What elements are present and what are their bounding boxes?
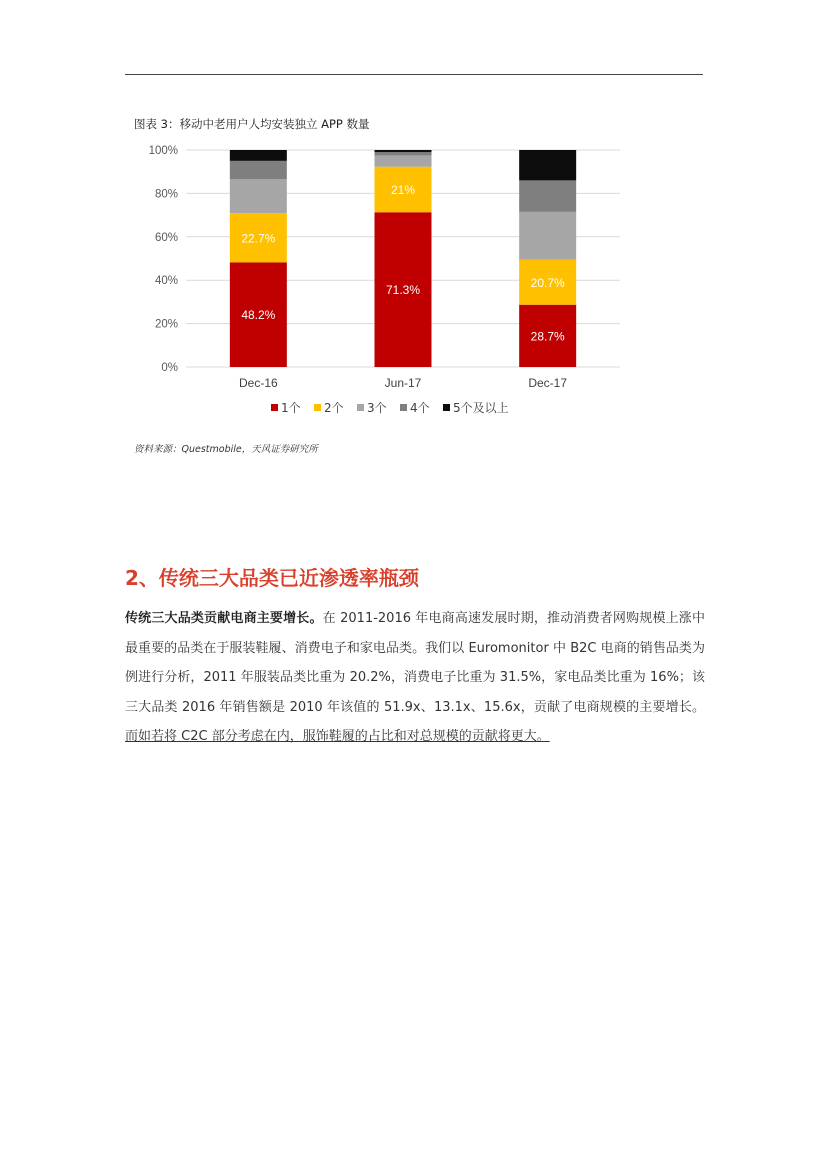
y-tick-label: 0% xyxy=(161,362,178,374)
body-paragraph xyxy=(125,604,705,752)
figure-chart xyxy=(128,108,628,460)
y-tick-label: 40% xyxy=(154,275,178,288)
bar-segment xyxy=(230,150,287,161)
x-tick-label: Jun-17 xyxy=(384,376,422,390)
y-tick-label: 20% xyxy=(154,318,178,331)
data-label: 71.3% xyxy=(385,283,421,298)
y-tick-label: 60% xyxy=(154,231,178,244)
bar-segment xyxy=(519,212,576,260)
legend-swatch xyxy=(314,404,321,411)
data-label: 48.2% xyxy=(241,308,276,323)
x-tick-label: Dec-17 xyxy=(528,376,568,390)
y-tick-label: 100% xyxy=(148,145,178,157)
paragraph-underlined: 而如若将 C2C 部分考虑在内，服饰鞋履的占比和对总规模的贡献将更大。 xyxy=(125,729,550,745)
bar-segment xyxy=(375,150,432,152)
header-rule xyxy=(125,74,703,75)
legend-swatch xyxy=(400,404,407,411)
legend-label: 2个 xyxy=(324,401,344,415)
bar-segment xyxy=(519,180,576,211)
data-label: 20.7% xyxy=(530,275,565,290)
paragraph-lead: 传统三大品类贡献电商主要增长。 xyxy=(125,611,323,626)
legend-swatch xyxy=(271,404,278,411)
bar-segment xyxy=(519,150,576,180)
x-tick-label: Dec-16 xyxy=(238,376,278,390)
legend-swatch xyxy=(357,404,364,411)
data-label: 21% xyxy=(390,182,416,197)
y-tick-label: 80% xyxy=(154,188,178,201)
data-label: 28.7% xyxy=(530,329,565,344)
legend-swatch xyxy=(443,404,450,411)
bar-segment xyxy=(375,155,432,166)
bar-segment xyxy=(230,179,287,213)
bar-segment xyxy=(230,161,287,179)
legend-label: 3个 xyxy=(367,401,387,415)
paragraph-body: 在 2011-2016 年电商高速发展时期，推动消费者网购规模上涨中最重要的品类在于服装鞋履、消费电子和家电品类。我们以 Euromonitor 中 B2C 电商的销售品类为例进行分析，2011 年服装品类比重为 20.2%，消费电子比重为 31.5%，家电品类比重为 16%；该三大品类 2016 年销售额是 2010 年该值的 51.9x、13.1x、15.6x，贡献了电商规模的主要增长。 xyxy=(125,611,705,715)
section-title: 2、传统三大品类已近渗透率瓶颈 xyxy=(125,566,419,590)
legend-label: 5个及以上 xyxy=(453,401,509,415)
stacked-bar-chart xyxy=(128,138,628,438)
figure-caption: 图表 3：移动中老用户人均安装独立 APP 数量 xyxy=(134,117,370,131)
legend-label: 1个 xyxy=(281,401,301,415)
legend-label: 4个 xyxy=(410,401,430,415)
figure-source: 资料来源：Questmobile，天风证券研究所 xyxy=(134,444,318,455)
bar-segment xyxy=(375,152,432,155)
data-label: 22.7% xyxy=(241,231,276,246)
